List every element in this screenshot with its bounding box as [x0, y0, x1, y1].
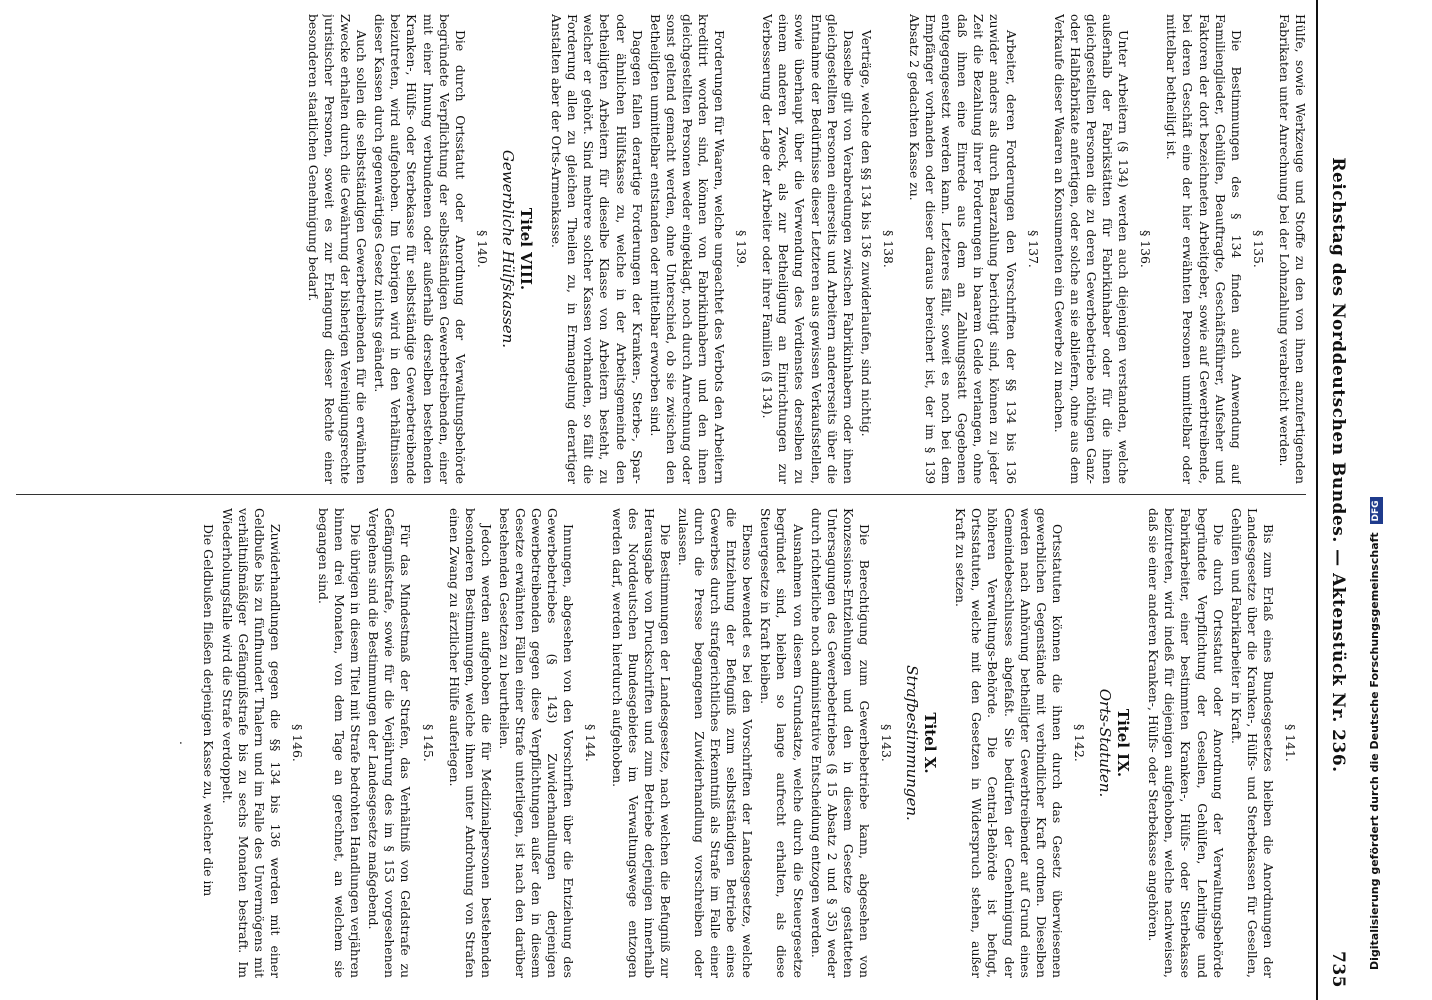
- paragraph: Verträge, welche den §§ 134 bis 136 zuwiderlaufen, sind nichtig.: [858, 30, 874, 437]
- section-heading: § 141.: [1283, 724, 1298, 762]
- running-title: Reichstag des Norddeutschen Bundes. — Aktenstück Nr. 236.: [1328, 157, 1348, 773]
- paragraph: Die Berechtigung zum Gewerbebetriebe kann, abgesehen von Konzessions-Entziehungen und den in diesem Gesetze gestatteten Untersagungen des Gewerbebetriebes (§ 15 Absatz 2 und § 35) weder durch richterliche noch administrative Entscheidung entzogen werden.: [808, 508, 872, 978]
- section-heading: § 146.: [289, 724, 305, 762]
- paragraph: Die übrigen in diesem Titel mit Strafe bedrohten Handlungen verjähren binnen drei Monaten, von dem Tage an gerechnet, an welchem sie begangen sind.: [316, 508, 364, 978]
- paragraph: Hülfe, sowie Werkzeuge und Stoffe zu den von ihnen anzufertigenden Fabrikaten unter Anrechnung bei der Lohnzahlung verabreicht werden.: [1276, 14, 1308, 484]
- digitization-strip: [1360, 0, 1432, 1000]
- page-end-dot: .: [177, 741, 193, 745]
- paragraph: Für das Mindestmaß der Strafen, das Verhältniß von Geldstrafe zu Gefängnißstrafe, sowie für die Verjährung des im § 153 vorgesehenen Vergehens sind die Bestimmungen der Landesgesetze maßgebend.: [366, 508, 414, 978]
- section-heading: § 142.: [1071, 724, 1087, 762]
- paragraph: Zuwiderhandlungen gegen die §§ 134 bis 136 werden mit einer Geldbuße bis zu fünfhundert Thalern und im Falle des Unvermögens mit verhältnißmäßiger Gefängnißstrafe bis zu sechs Monaten bestraft. Im Wiederholungsfalle wird die Strafe verdoppelt.: [219, 508, 283, 978]
- left-column: [18, 14, 1308, 484]
- section-heading: § 136.: [1138, 230, 1154, 268]
- digitization-credit: [1368, 0, 1390, 1000]
- title-heading: Titel VIII.: [517, 207, 536, 291]
- section-heading: § 135.: [1250, 230, 1266, 268]
- paragraph: Innungen, abgesehen von den Vorschriften über die Entziehung des Gewerbebetriebes (§ 143) Zuwiderhandlungen derjenigen Gewerbetreibenden gegen diese Verpflichtungen außer den in diesem Gesetze erwähnten Fällen einer Strafe unterliegen, ist nach den darüber bestehenden Gesetzen zu beurtheilen.: [496, 508, 577, 978]
- paragraph: Auch sollen die selbstständigen Gewerbetreibenden für die erwähnten Zwecke erhalten durch die Gewährung der bisherigen Vereinigungsrechte juristischer Personen, soweit es zur Erlangung dieser Rechte einer besonderen staatlichen Genehmigung bedarf.: [305, 14, 370, 484]
- paragraph: Dagegen fallen derartige Forderungen der Kranken-, Sterbe-, Spar- oder ähnlichen Hülfskasse zu, welche in der Arbeitsgemeinde den betheiligten Arbeitern für dieselbe Klasse von Arbeitern besteht, zu welcher er gehört. Sind mehrere solcher Kassen vorhanden, so fällt die Forderung allen zu gleichen Theilen zu, in Ermangelung derartiger Anstalten aber der Orts-Armenkasse.: [549, 14, 645, 484]
- paragraph: Unter Arbeitern (§ 134) werden auch diejenigen verstanden, welche außerhalb der Fabrikstätten für Fabrikinhaber oder für die ihnen gleichgestellten Personen die zu deren Gewerbebetriebe nöthigen Ganz- oder Halbfabrikate anfertigen, oder solche an sie abliefern, ohne aus dem Verkaufe dieser Waaren an Konsumenten ein Gewerbe zu machen.: [1051, 14, 1132, 484]
- section-heading: § 144.: [583, 724, 599, 762]
- page-header: [1316, 0, 1358, 1000]
- section-heading: § 143.: [879, 724, 895, 762]
- paragraph: Ortsstatuten können die ihnen durch das Gesetz überwiesenen gewerblichen Gegenstände mit verbindlicher Kraft ordnen. Dieselben werden nach Anhörung betheiligter Gewerbtreibender auf Grund eines Gemeindebeschlusses abgefaßt. Sie bedürfen der Genehmigung der höheren Verwaltungs-Behörde. Die Central-Behörde ist befugt, Ortsstatuten, welche mit den Gesetzen in Widerspruch stehen, außer Kraft zu setzen.: [953, 508, 1065, 978]
- title-subheading: Strafbestimmungen.: [903, 665, 922, 821]
- dfg-logo: DFG: [1370, 497, 1383, 524]
- paragraph: Dasselbe gilt von Verabredungen zwischen Fabrikinhabern oder ihnen gleichgestellten Personen einerseits und Arbeitern andererseits über die Entnahme der Bedürfnisse dieser Letzteren aus gewissen Verkaufsstellen, sowie überhaupt über die Verwendung des Verdienstes derselben zu einem anderen Zweck, als zur Betheiligung an Einrichtungen zur Verbesserung der Lage der Arbeiter oder ihrer Familien (§ 134).: [760, 14, 856, 484]
- paragraph: Bis zum Erlaß eines Bundesgesetzes bleiben die Anordnungen der Landesgesetze über die Kranken-, Hülfs- und Sterbekassen für Gesellen, Gehülfen und Fabrikarbeiter in Kraft.: [1228, 508, 1276, 978]
- paragraph: Die durch Ortsstatut oder Anordnung der Verwaltungsbehörde begründete Verpflichtung der Gesellen, Gehülfen, Lehrlinge und Fabrikarbeiter, einer bestimmten Kranken-, Hülfs- oder Sterbekasse beizutreten, wird indeß für diejenigen aufgehoben, welche nachweisen, daß sie einer anderen Kranken-, Hülfs- oder Sterbekasse angehören.: [1146, 508, 1226, 978]
- page-number: 735: [1328, 951, 1348, 988]
- paragraph: Die Geldbußen fließen derjenigen Kasse zu, welcher die im: [201, 524, 217, 897]
- paragraph: Die Bestimmungen des § 134 finden auch Anwendung auf Familienglieder, Gehülfen, Beauftragte, Geschäftsführer, Aufseher und Faktoren der dort bezeichneten Arbeitgeber, sowie auf Gewerbtreibende, bei deren Geschäft eine der hier erwähnten Personen unmittelbar oder mittelbar betheiligt ist.: [1164, 14, 1244, 484]
- paragraph: Ebenso bewendet es bei den Vorschriften der Landesgesetze, welche die Entziehung der Befugniß zum selbstständigen Betriebe eines Gewerbes durch strafgerichtliches Erkenntniß als Strafe im Falle einer durch die Presse begangenen Zuwiderhandlung vorschreiben oder zulassen.: [675, 508, 756, 978]
- right-column: [18, 508, 1308, 978]
- digitization-credit-text: Digitalisierung gefördert durch die Deutsche Forschungsgemeinschaft: [1368, 532, 1381, 970]
- section-heading: § 145.: [420, 724, 436, 762]
- paragraph: Die Bestimmungen der Landesgesetze, nach welchen die Befugniß zur Herausgabe von Druckschriften und zum Betriebe derjenigen innerhalb des Norddeutschen Bundesgebietes im Verwaltungswege entzogen werden darf, werden hierdurch aufgehoben.: [609, 508, 673, 978]
- paragraph: Die durch Ortsstatut oder Anordnung der Verwaltungsbehörde begründete Verpflichtung der selbstständigen Gewerbetreibenden, einer mit einer Innung verbundenen oder außerhalb derselben bestehenden Kranken-, Hülfs- oder Sterbekasse für selbstständige Gewerbetreibende beizutreten, wird aufgehoben. Im Uebrigen wird in den Verhältnissen dieser Kassen durch gegenwärtiges Gesetz nichts geändert.: [372, 14, 468, 484]
- section-heading: § 137.: [1025, 230, 1041, 268]
- column-divider: [16, 494, 1306, 495]
- section-heading: § 140.: [474, 230, 490, 268]
- paragraph: Forderungen für Waaren, welche ungeachtet des Verbots den Arbeitern kreditirt worden sind, können von Fabrikinhabern und den ihnen gleichgestellten Personen weder eingeklagt, noch durch Anrechnung oder sonst geltend gemacht werden, ohne Unterschied, ob sie zwischen den Betheiligten unmittelbar entstanden oder mittelbar erworben sind.: [647, 14, 728, 484]
- paragraph: Arbeiter, deren Forderungen den Vorschriften der §§ 134 bis 136 zuwider anders als durch Baarzahlung berichtigt sind, können zu jeder Zeit die Bezahlung ihrer Forderungen in baarem Gelde verlangen, ohne daß ihnen eine Einrede aus dem an Zahlungsstatt Gegebenen entgegengesetzt werden kann. Letzteres fällt, soweit es noch bei dem Empfänger vorhanden oder dieser daraus bereichert ist, der im § 139 Absatz 2 gedachten Kasse zu.: [907, 14, 1019, 484]
- title-subheading: Gewerbliche Hülfskassen.: [498, 149, 517, 349]
- paragraph: Jedoch werden aufgehoben die für Medizinalpersonen bestehenden besonderen Bestimmungen, welche ihnen unter Androhung von Strafen einen Zwang zu ärztlicher Hülfe auferlegen.: [446, 508, 494, 978]
- title-subheading: Orts-Statuten.: [1096, 688, 1115, 798]
- section-heading: § 139.: [734, 230, 750, 268]
- title-heading: Titel X.: [921, 712, 940, 774]
- title-heading: Titel IX.: [1114, 708, 1133, 778]
- paragraph: Ausnahmen von diesem Grundsatze, welche durch die Steuergesetze begründet sind, bleiben so lange aufrecht erhalten, als diese Steuergesetze in Kraft bleiben.: [758, 508, 806, 978]
- section-heading: § 138.: [880, 230, 896, 268]
